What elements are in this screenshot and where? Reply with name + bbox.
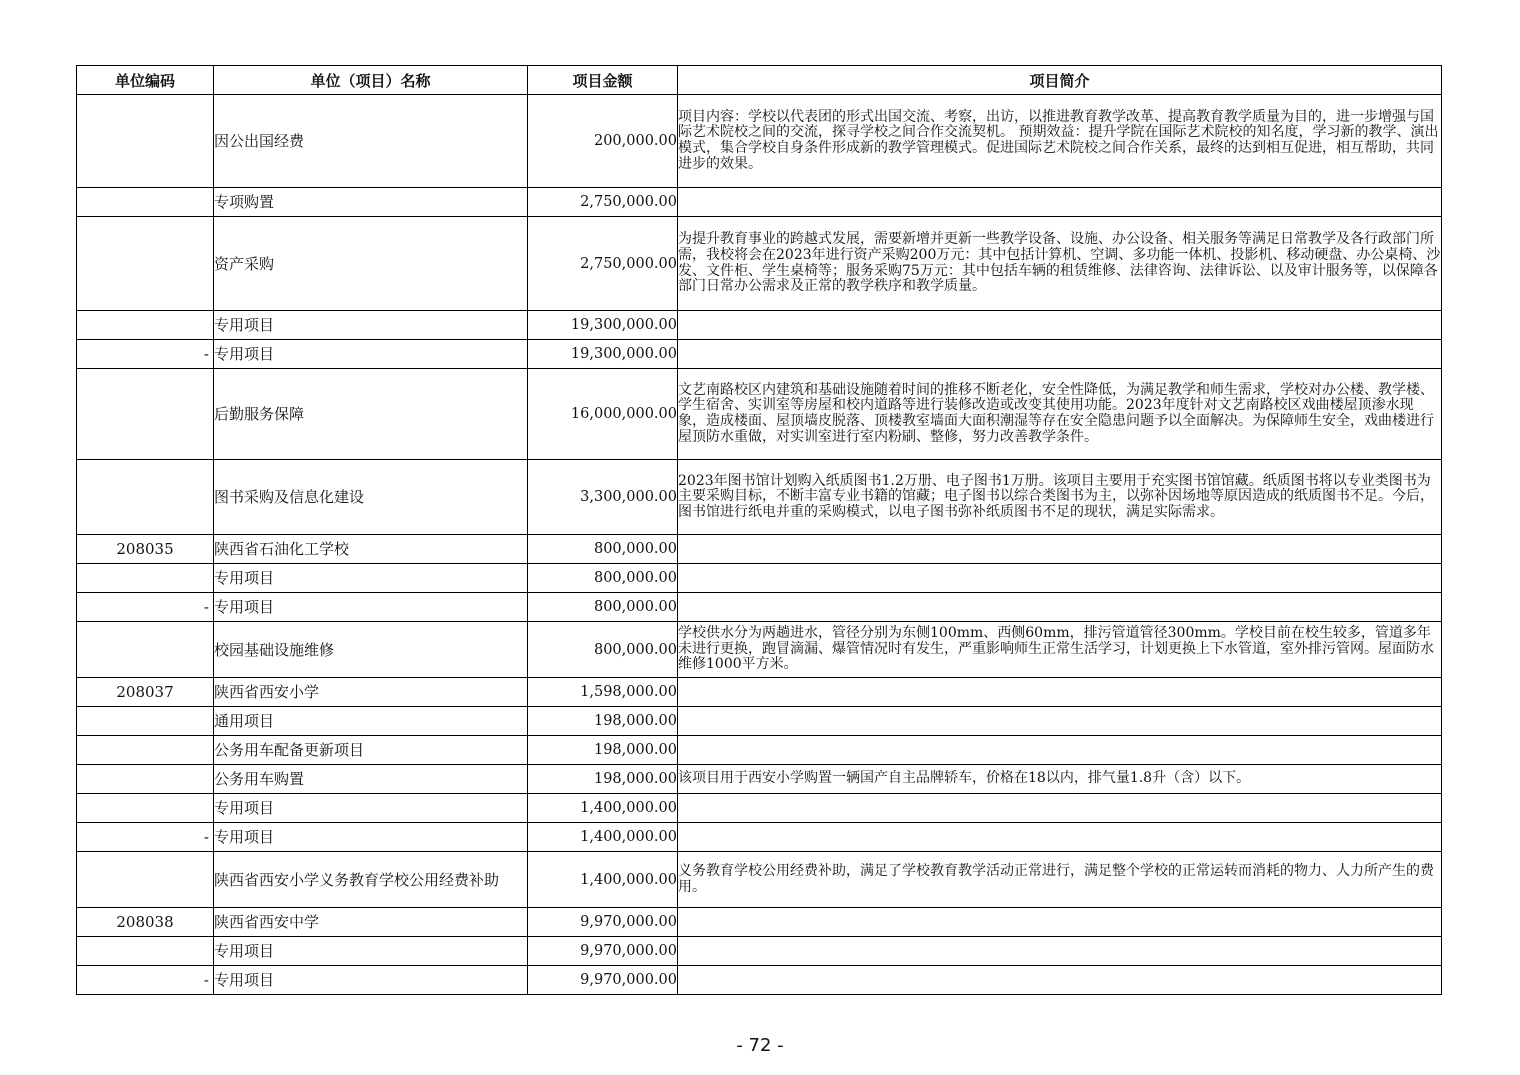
description-cell: 项目内容：学校以代表团的形式出国交流、考察，出访，以推进教育教学改革、提高教育教学质量为目的，进一步增强与国际艺术院校之间的交流，探寻学校之间合作交流契机。 预期效益：提升学院在国际艺术院校的知名度，学习新的教学、演出模式，集合学校自身条件形成新的教学管理模式。促进国际艺术院校之间合作关系，最终的达到相互促进，相互帮助，共同进步的效果。	[678, 95, 1442, 188]
header-description: 项目简介	[678, 66, 1442, 95]
amount-cell: 2,750,000.00	[528, 217, 678, 311]
table-row	[77, 593, 1442, 622]
description-cell: 义务教育学校公用经费补助，满足了学校教育教学活动正常进行，满足整个学校的正常运转而消耗的物力、人力所产生的费用。	[678, 852, 1442, 908]
description-cell	[678, 966, 1442, 995]
description-cell	[678, 678, 1442, 707]
amount-cell: 800,000.00	[528, 564, 678, 593]
description-cell: 学校供水分为两趟进水，管径分别为东侧100mm、西侧60mm，排污管道管径300mm。学校目前在校生较多，管道多年未进行更换，跑冒滴漏、爆管情况时有发生，严重影响师生正常生活学习，计划更换上下水管道，室外排污管网。屋面防水维修1000平方米。	[678, 622, 1442, 678]
description-cell: 2023年图书馆计划购入纸质图书1.2万册、电子图书1万册。该项目主要用于充实图书馆馆藏。纸质图书将以专业类图书为主要采购目标，不断丰富专业书籍的馆藏；电子图书以综合类图书为主，以弥补因场地等原因造成的纸质图书不足。今后，图书馆进行纸电并重的采购模式，以电子图书弥补纸质图书不足的现状，满足实际需求。	[678, 460, 1442, 535]
header-amount: 项目金额	[528, 66, 678, 95]
amount-cell: 3,300,000.00	[528, 460, 678, 535]
project-name-cell: 专用项目	[214, 564, 528, 593]
project-name-cell: 资产采购	[214, 217, 528, 311]
table-row	[77, 622, 1442, 678]
unit-code-cell: 208038	[77, 908, 214, 937]
description-cell: 为提升教育事业的跨越式发展，需要新增并更新一些教学设备、设施、办公设备、相关服务等满足日常教学及各行政部门所需，我校将会在2023年进行资产采购200万元：其中包括计算机、空调、多功能一体机、投影机、移动硬盘、办公桌椅、沙发、文件柜、学生桌椅等；服务采购75万元：其中包括车辆的租赁维修、法律咨询、法律诉讼、以及审计服务等，以保障各部门日常办公需求及正常的教学秩序和教学质量。	[678, 217, 1442, 311]
unit-code-cell: -	[77, 966, 214, 995]
table-row	[77, 369, 1442, 460]
table-row	[77, 535, 1442, 564]
page-number: - 72 -	[736, 1035, 784, 1056]
project-name-cell: 公务用车购置	[214, 765, 528, 794]
project-name-cell: 后勤服务保障	[214, 369, 528, 460]
amount-cell: 800,000.00	[528, 593, 678, 622]
unit-code-cell	[77, 217, 214, 311]
table-row	[77, 765, 1442, 794]
description-cell	[678, 707, 1442, 736]
description-cell: 该项目用于西安小学购置一辆国产自主品牌轿车，价格在18以内，排气量1.8升（含）以下。	[678, 765, 1442, 794]
amount-cell: 19,300,000.00	[528, 340, 678, 369]
unit-code-cell: -	[77, 340, 214, 369]
table-row	[77, 188, 1442, 217]
unit-code-cell	[77, 852, 214, 908]
unit-code-cell: -	[77, 823, 214, 852]
amount-cell: 200,000.00	[528, 95, 678, 188]
unit-code-cell	[77, 564, 214, 593]
amount-cell: 800,000.00	[528, 622, 678, 678]
table-row	[77, 823, 1442, 852]
budget-table	[76, 65, 1442, 995]
unit-code-cell	[77, 622, 214, 678]
table-row	[77, 707, 1442, 736]
amount-cell: 16,000,000.00	[528, 369, 678, 460]
unit-code-cell	[77, 188, 214, 217]
unit-code-cell	[77, 707, 214, 736]
description-cell	[678, 188, 1442, 217]
project-name-cell: 图书采购及信息化建设	[214, 460, 528, 535]
amount-cell: 198,000.00	[528, 707, 678, 736]
table-row	[77, 217, 1442, 311]
description-cell	[678, 937, 1442, 966]
project-name-cell: 公务用车配备更新项目	[214, 736, 528, 765]
unit-code-cell	[77, 311, 214, 340]
table-row	[77, 794, 1442, 823]
amount-cell: 1,400,000.00	[528, 794, 678, 823]
table-row	[77, 460, 1442, 535]
project-name-cell: 专用项目	[214, 966, 528, 995]
unit-code-cell	[77, 460, 214, 535]
table-header-row	[77, 66, 1442, 95]
table-row	[77, 852, 1442, 908]
project-name-cell: 因公出国经费	[214, 95, 528, 188]
table-body	[77, 95, 1442, 995]
unit-code-cell	[77, 369, 214, 460]
description-cell	[678, 794, 1442, 823]
project-name-cell: 专用项目	[214, 794, 528, 823]
project-name-cell: 陕西省西安中学	[214, 908, 528, 937]
project-name-cell: 专用项目	[214, 340, 528, 369]
description-cell	[678, 908, 1442, 937]
unit-code-cell	[77, 736, 214, 765]
table-row	[77, 678, 1442, 707]
table-row	[77, 340, 1442, 369]
table-row	[77, 966, 1442, 995]
unit-code-cell: -	[77, 593, 214, 622]
unit-code-cell	[77, 765, 214, 794]
unit-code-cell: 208037	[77, 678, 214, 707]
project-name-cell: 陕西省西安小学	[214, 678, 528, 707]
table-row	[77, 908, 1442, 937]
project-name-cell: 专用项目	[214, 823, 528, 852]
amount-cell: 198,000.00	[528, 736, 678, 765]
project-name-cell: 专项购置	[214, 188, 528, 217]
amount-cell: 2,750,000.00	[528, 188, 678, 217]
description-cell	[678, 736, 1442, 765]
description-cell	[678, 823, 1442, 852]
project-name-cell: 通用项目	[214, 707, 528, 736]
unit-code-cell	[77, 794, 214, 823]
description-cell	[678, 311, 1442, 340]
amount-cell: 9,970,000.00	[528, 937, 678, 966]
unit-code-cell	[77, 937, 214, 966]
amount-cell: 1,400,000.00	[528, 852, 678, 908]
project-name-cell: 专用项目	[214, 937, 528, 966]
project-name-cell: 校园基础设施维修	[214, 622, 528, 678]
unit-code-cell	[77, 95, 214, 188]
amount-cell: 198,000.00	[528, 765, 678, 794]
amount-cell: 1,400,000.00	[528, 823, 678, 852]
description-cell	[678, 535, 1442, 564]
amount-cell: 19,300,000.00	[528, 311, 678, 340]
header-unit-name: 单位（项目）名称	[214, 66, 528, 95]
description-cell	[678, 340, 1442, 369]
table-row	[77, 311, 1442, 340]
project-name-cell: 专用项目	[214, 593, 528, 622]
description-cell	[678, 564, 1442, 593]
amount-cell: 9,970,000.00	[528, 908, 678, 937]
amount-cell: 9,970,000.00	[528, 966, 678, 995]
amount-cell: 800,000.00	[528, 535, 678, 564]
table-row	[77, 937, 1442, 966]
table-row	[77, 564, 1442, 593]
table-row	[77, 95, 1442, 188]
project-name-cell: 陕西省西安小学义务教育学校公用经费补助	[214, 852, 528, 908]
description-cell	[678, 593, 1442, 622]
project-name-cell: 陕西省石油化工学校	[214, 535, 528, 564]
unit-code-cell: 208035	[77, 535, 214, 564]
header-unit-code: 单位编码	[77, 66, 214, 95]
description-cell: 文艺南路校区内建筑和基础设施随着时间的推移不断老化，安全性降低，为满足教学和师生需求，学校对办公楼、教学楼、学生宿舍、实训室等房屋和校内道路等进行装修改造或改变其使用功能。2023年度针对文艺南路校区戏曲楼屋顶渗水现象，造成楼面、屋顶墙皮脱落、顶楼教室墙面大面积潮湿等存在安全隐患问题予以全面解决。为保障师生安全，戏曲楼进行屋顶防水重做，对实训室进行室内粉刷、整修，努力改善教学条件。	[678, 369, 1442, 460]
project-name-cell: 专用项目	[214, 311, 528, 340]
table-row	[77, 736, 1442, 765]
amount-cell: 1,598,000.00	[528, 678, 678, 707]
